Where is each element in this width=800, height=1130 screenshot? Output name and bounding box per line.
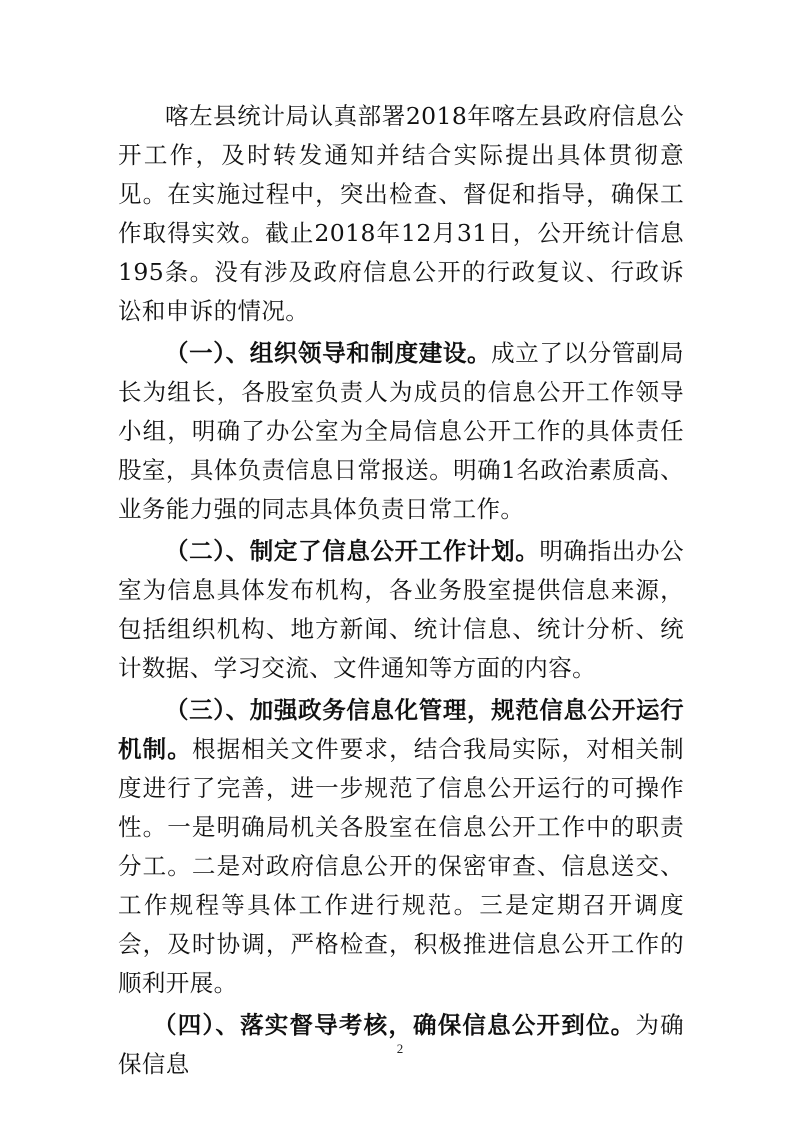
paragraph-intro bbox=[118, 97, 684, 331]
section-heading-1: （一）、组织领导和制度建设。 bbox=[165, 339, 492, 367]
paragraph-section-3 bbox=[118, 691, 684, 1003]
paragraph-text: 根据相关文件要求，结合我局实际，对相关制度进行了完善，进一步规范了信息公开运行的可操作性。一是明确局机关各股室在信息公开工作中的职责分工。二是对政府信息公开的保密审查、信息送交、工作规程等具体工作进行规范。三是定期召开调度会，及时协调，严格检查，积极推进信息公开工作的顺利开展。 bbox=[118, 735, 685, 997]
page-number: 2 bbox=[396, 1041, 404, 1056]
paragraph-text: 明确指出办公室为信息具体发布机构，各业务股室提供信息来源，包括组织机构、地方新闻、统计信息、统计分析、统计数据、学习交流、文件通知等方面的内容。 bbox=[118, 537, 684, 682]
paragraph-section-2 bbox=[118, 532, 684, 688]
paragraph-section-1 bbox=[118, 334, 684, 529]
section-heading-3: （三）、加强政务信息化管理，规范信息公开运行机制。 bbox=[118, 696, 684, 763]
document-body bbox=[118, 97, 684, 1087]
paragraph-text: 为确保信息 bbox=[118, 1011, 684, 1078]
section-heading-2: （二）、制定了信息公开工作计划。 bbox=[165, 537, 540, 565]
section-heading-4: （四）、落实督导考核，确保信息公开到位。 bbox=[153, 1011, 636, 1039]
paragraph-text: 喀左县统计局认真部署2018年喀左县政府信息公开工作，及时转发通知并结合实际提出具体贯彻意见。在实施过程中，突出检查、督促和指导，确保工作取得实效。截止2018年12月31日，公开统计信息195条。没有涉及政府信息公开的行政复议、行政诉讼和申诉的情况。 bbox=[118, 102, 684, 325]
paragraph-text: 成立了以分管副局长为组长，各股室负责人为成员的信息公开工作领导小组，明确了办公室为全局信息公开工作的具体责任股室，具体负责信息日常报送。明确1名政治素质高、业务能力强的同志具体负责日常工作。 bbox=[118, 339, 685, 523]
